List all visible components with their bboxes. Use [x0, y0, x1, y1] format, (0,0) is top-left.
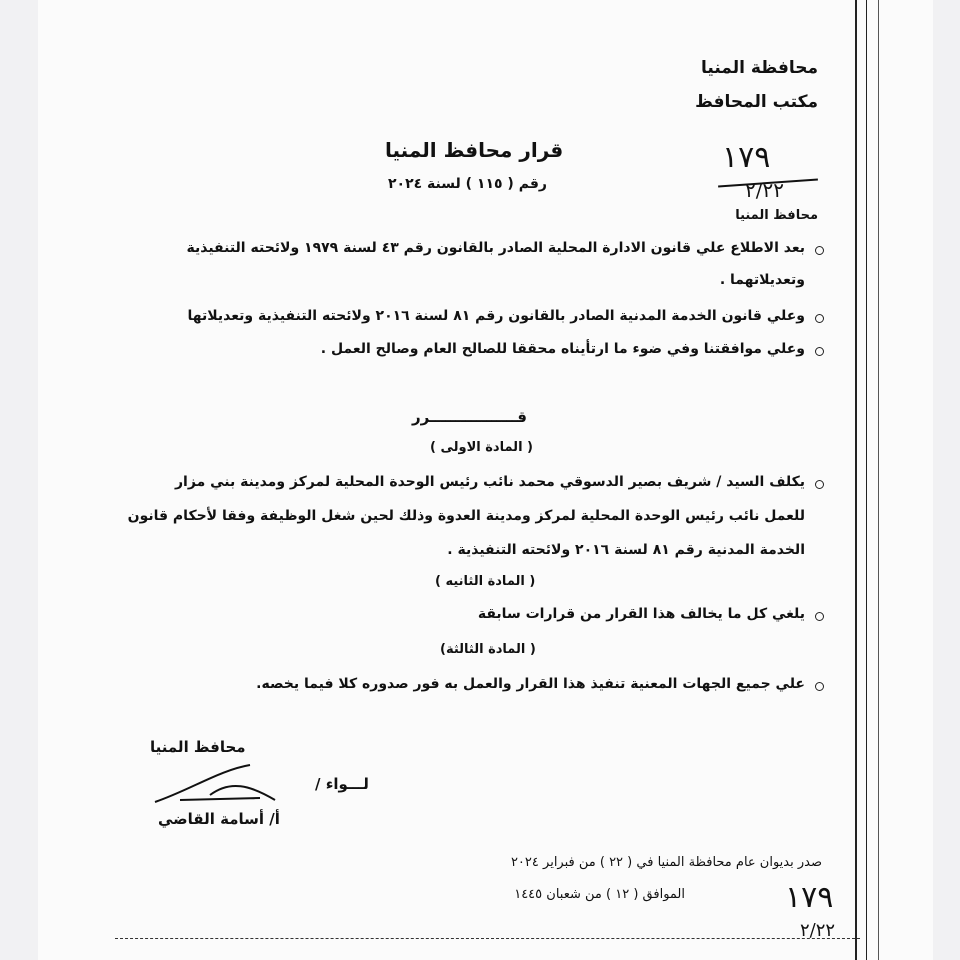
handwritten-number-bottom: ١٧٩: [785, 880, 834, 915]
bullet-icon: [815, 246, 824, 255]
governorate-header: محافظة المنيا: [701, 58, 818, 78]
office-header: مكتب المحافظ: [695, 92, 818, 112]
divider: [115, 938, 860, 939]
bullet-icon: [815, 480, 824, 489]
preamble-line: وعلي موافقتنا وفي ضوء ما ارتأيناه محققا للصالح العام وصالح العمل .: [320, 341, 805, 357]
signature-scribble: [150, 760, 280, 810]
decree-title: قرار محافظ المنيا: [385, 138, 564, 162]
article1-line: الخدمة المدنية رقم ٨١ لسنة ٢٠١٦ ولائحته التنفيذية .: [447, 542, 805, 558]
preamble-line: وعلي قانون الخدمة المدنية الصادر بالقانون رقم ٨١ لسنة ٢٠١٦ ولائحته التنفيذية وتعديلاتها: [187, 308, 805, 324]
bullet-icon: [815, 612, 824, 621]
stamp-label: محافظ المنيا: [735, 208, 818, 223]
issued-line: صدر بديوان عام محافظة المنيا في ( ٢٢ ) من فبراير ٢٠٢٤: [510, 855, 822, 870]
article2-text: يلغي كل ما يخالف هذا القرار من قرارات سابقة: [477, 606, 805, 622]
article2-heading: ( المادة الثانيه ): [435, 574, 536, 589]
article3-heading: ( المادة الثالثة): [440, 642, 536, 657]
page-edge: [878, 0, 879, 960]
issued-line: الموافق ( ١٢ ) من شعبان ١٤٤٥: [514, 887, 685, 902]
page-edge: [866, 0, 867, 960]
bullet-icon: [815, 314, 824, 323]
bullet-icon: [815, 347, 824, 356]
signature-rank: لـــواء /: [315, 775, 369, 793]
article3-text: علي جميع الجهات المعنية تنفيذ هذا القرار والعمل به فور صدوره كلا فيما يخصه.: [256, 676, 805, 692]
bullet-icon: [815, 682, 824, 691]
preamble-line: بعد الاطلاع علي قانون الادارة المحلية الصادر بالقانون رقم ٤٣ لسنة ١٩٧٩ ولائحته التنفيذية: [186, 240, 805, 256]
preamble-line: وتعديلاتهما .: [719, 272, 805, 288]
article1-heading: ( المادة الاولى ): [430, 440, 533, 455]
handwritten-date: ٢/٢٢: [745, 178, 784, 202]
article1-line: للعمل نائب رئيس الوحدة المحلية لمركز ومدينة العدوة وذلك لحين شغل الوظيفة وفقا لأحكام قانون: [127, 508, 805, 524]
handwritten-date-bottom: ٢/٢٢: [800, 920, 836, 941]
handwritten-number: ١٧٩: [722, 140, 771, 175]
article1-line: يكلف السيد / شريف بصير الدسوقي محمد نائب رئيس الوحدة المحلية لمركز ومدينة بني مزار: [175, 474, 805, 490]
signature-name: أ/ أسامة القاضي: [158, 810, 280, 828]
decree-number: رقم ( ١١٥ ) لسنة ٢٠٢٤: [388, 176, 547, 192]
decided-heading: قـــــــــــــــــرر: [412, 408, 527, 426]
page-edge: [855, 0, 857, 960]
signature-title: محافظ المنيا: [150, 738, 246, 756]
